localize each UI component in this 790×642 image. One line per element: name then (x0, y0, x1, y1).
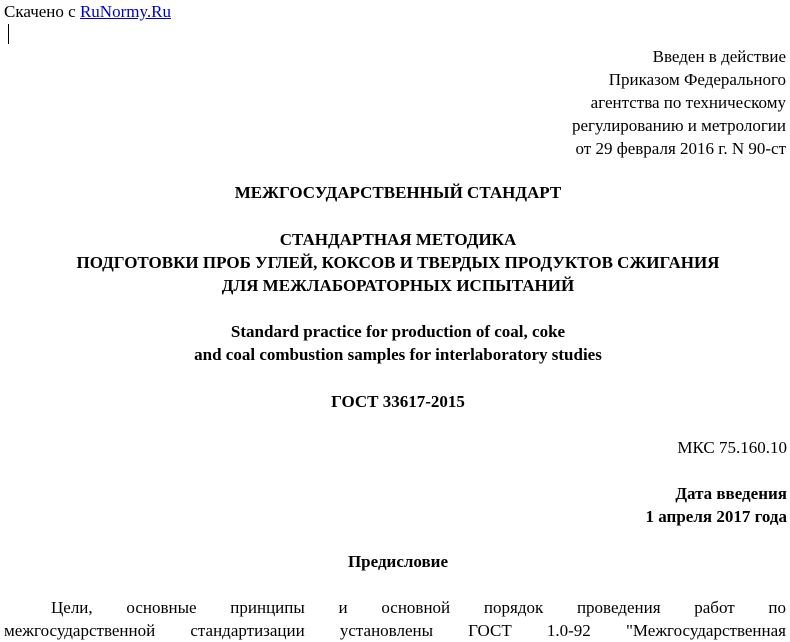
enactment-line: регулированию и метрологии (571, 116, 786, 135)
source-line (4, 0, 171, 23)
enactment-line: Приказом Федерального (608, 70, 786, 89)
enactment-line: агентства по техническому (590, 93, 786, 112)
source-link[interactable]: RuNormy.Ru (79, 2, 171, 21)
enactment-block (572, 45, 786, 160)
foreword-heading (0, 550, 790, 573)
source-prefix: Скачено с (4, 2, 80, 21)
english-title-line: Standard practice for production of coal, coke (230, 322, 566, 341)
intro-date-label: Дата введения (675, 484, 787, 503)
intro-date-block (646, 482, 787, 528)
standard-title (0, 228, 790, 297)
english-title-line: and coal combustion samples for interlaboratory studies (194, 345, 602, 364)
english-title (0, 320, 790, 366)
title-line: СТАНДАРТНАЯ МЕТОДИКА (279, 230, 517, 249)
mks-code: МКС 75.160.10 (677, 438, 787, 457)
gost-number: ГОСТ 33617-2015 (331, 392, 465, 411)
title-line: ПОДГОТОВКИ ПРОБ УГЛЕЙ, КОКСОВ И ТВЕРДЫХ ПРОДУКТОВ СЖИГАНИЯ (76, 253, 720, 272)
standard-type-heading (0, 181, 790, 204)
enactment-line: Введен в действие (652, 47, 786, 66)
text-cursor (8, 24, 9, 44)
enactment-line: от 29 февраля 2016 г. N 90-ст (575, 139, 786, 158)
mks-block (677, 436, 787, 459)
paragraph-line: Цели, основные принципы и основной порядок проведения работ по (51, 598, 786, 617)
gost-number-block (0, 390, 790, 413)
intro-date-value: 1 апреля 2017 года (645, 507, 787, 526)
foreword-paragraph (4, 596, 786, 642)
foreword-title: Предисловие (347, 552, 449, 571)
title-line: ДЛЯ МЕЖЛАБОРАТОРНЫХ ИСПЫТАНИЙ (221, 276, 575, 295)
standard-type: МЕЖГОСУДАРСТВЕННЫЙ СТАНДАРТ (234, 183, 562, 202)
paragraph-line: межгосударственной стандартизации установлены ГОСТ 1.0-92 "Межгосударственная (4, 621, 786, 640)
